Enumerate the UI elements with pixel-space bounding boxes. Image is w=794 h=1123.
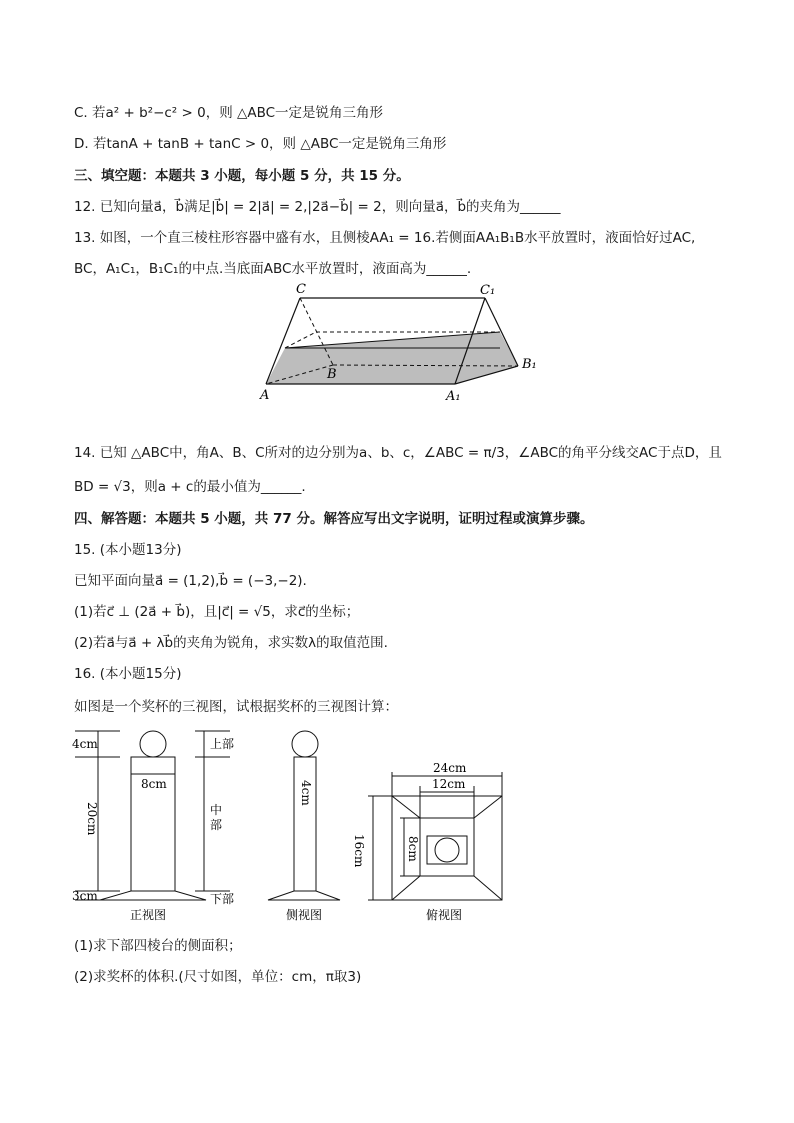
question-15-part-1: (1)若c⃗ ⊥ (2a⃗ + b⃗)，且|c⃗| = √5，求c⃗的坐标；	[74, 604, 360, 620]
front-top-dimension: 4cm	[72, 737, 98, 751]
option-c: C. 若a² + b²−c² > 0，则 △ABC一定是锐角三角形	[74, 105, 384, 121]
vertex-label-b: B	[327, 367, 337, 382]
front-base-dimension: 3cm	[72, 889, 98, 903]
side-view-caption: 侧视图	[286, 908, 323, 922]
question-16-part-1: (1)求下部四棱台的侧面积；	[74, 938, 242, 954]
vertex-label-a: A	[260, 388, 270, 403]
question-14-line-1: 14. 已知 △ABC中，角A、B、C所对的边分别为a、b、c，∠ABC = π/3，∠ABC的角平分线交AC于点D，且	[74, 445, 722, 461]
section-heading-fill-in: 三、填空题：本题共 3 小题，每小题 5 分，共 15 分。	[74, 168, 410, 184]
vertex-label-a1: A₁	[446, 389, 461, 404]
side-dimension: 4cm	[299, 780, 313, 806]
front-view-caption: 正视图	[130, 908, 167, 922]
question-13-line-2: BC，A₁C₁，B₁C₁的中点.当底面ABC水平放置时，液面高为______.	[74, 261, 472, 277]
front-label-middle-char1: 中	[210, 803, 223, 817]
trophy-three-views	[70, 722, 510, 927]
side-view	[268, 731, 340, 900]
question-15-given: 已知平面向量a⃗ = (1,2),b⃗ = (−3,−2).	[74, 573, 307, 589]
front-label-middle-char2: 部	[210, 818, 223, 832]
vertex-label-b1: B₁	[522, 357, 537, 372]
front-height-dimension: 20cm	[85, 802, 99, 836]
vertex-label-c: C	[296, 282, 306, 297]
question-16-intro: 如图是一个奖杯的三视图，试根据奖杯的三视图计算：	[74, 699, 398, 715]
question-12: 12. 已知向量a⃗，b⃗满足|b⃗| = 2|a⃗| = 2,|2a⃗−b⃗| = 2，则向量a⃗，b⃗的夹角为______	[74, 199, 561, 215]
option-d: D. 若tanA + tanB + tanC > 0，则 △ABC一定是锐角三角形	[74, 136, 447, 152]
question-16-part-2: (2)求奖杯的体积.(尺寸如图，单位：cm，π取3)	[74, 969, 362, 985]
section-heading-solutions: 四、解答题：本题共 5 小题，共 77 分。解答应写出文字说明，证明过程或演算步骤。	[74, 511, 594, 527]
question-13-line-1: 13. 如图，一个直三棱柱形容器中盛有水，且侧棱AA₁ = 16.若侧面AA₁B₁B水平放置时，液面恰好过AC,	[74, 230, 696, 246]
front-label-lower: 下部	[210, 892, 235, 906]
question-16-header: 16. (本小题15分)	[74, 666, 182, 682]
front-label-upper: 上部	[210, 737, 235, 751]
top-view	[368, 772, 502, 900]
question-15-header: 15. (本小题13分)	[74, 542, 182, 558]
question-15-part-2: (2)若a⃗与a⃗ + λb⃗的夹角为锐角，求实数λ的取值范围.	[74, 635, 388, 651]
vertex-label-c1: C₁	[480, 283, 496, 298]
prism-figure	[250, 280, 550, 405]
top-view-caption: 俯视图	[426, 908, 463, 922]
front-width-dimension: 8cm	[141, 777, 167, 791]
top-inner-height-dimension: 8cm	[406, 836, 420, 862]
top-outer-dimension: 24cm	[433, 761, 467, 775]
top-inner-dimension: 12cm	[432, 777, 466, 791]
top-height-dimension: 16cm	[352, 834, 366, 868]
question-14-line-2: BD = √3，则a + c的最小值为______.	[74, 479, 306, 495]
